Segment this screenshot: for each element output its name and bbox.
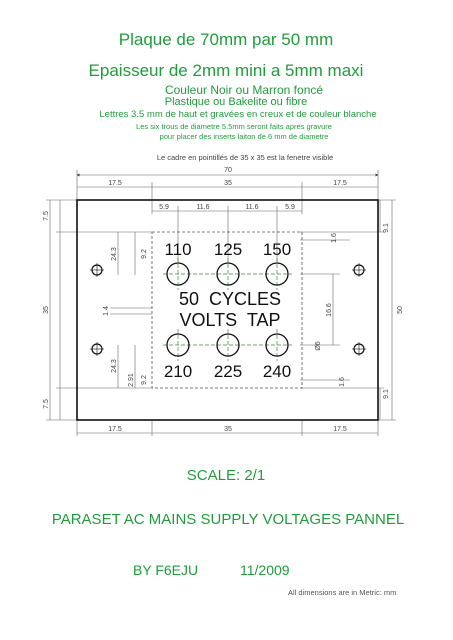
- label-volts-tap: VOLTS TAP: [179, 310, 281, 330]
- dim-small-d: 9.2: [141, 375, 148, 385]
- label-225: 225: [213, 362, 243, 381]
- label-240: 240: [262, 362, 292, 381]
- dim-right-e: 1.6: [339, 377, 346, 387]
- dim-right-d: Ø6: [315, 341, 322, 351]
- dim-top-right: 17.5: [333, 180, 347, 187]
- dim-small-b: 1.4: [103, 306, 110, 316]
- header-line-1: Plaque de 70mm par 50 mm: [118, 30, 334, 49]
- label-110: 110: [164, 240, 192, 259]
- dim-sub-a: 5.9: [159, 204, 169, 211]
- dim-small-a: 9.2: [141, 249, 148, 259]
- dim-bottom-right: 17.5: [333, 426, 347, 433]
- dim-small-c: 2.91: [128, 373, 135, 387]
- dim-right-total: 50: [397, 306, 404, 314]
- header-line-7: pour placer des inserts laiton de 6 mm de diametre: [159, 132, 329, 141]
- header-line-6: Les six trous de diametre 5.5mm seront faits apres gravure: [136, 122, 332, 131]
- dim-left-bottom: 7.5: [43, 399, 50, 409]
- scale-label: SCALE: 2/1: [186, 467, 266, 484]
- dim-right-f: 9.1: [383, 389, 390, 399]
- header-line-2: Epaisseur de 2mm mini a 5mm maxi: [88, 61, 364, 80]
- dim-sub-b: 11.6: [196, 204, 210, 211]
- dim-bottom-mid: 35: [224, 426, 232, 433]
- date-label: 11/2009: [240, 562, 290, 578]
- dim-right-a: 1.6: [331, 233, 338, 243]
- dim-sub-c: 11.6: [245, 204, 259, 211]
- dim-left-top: 7.5: [43, 211, 50, 221]
- dim-inner-upper: 24.3: [111, 247, 118, 261]
- author-label: BY F6EJU: [133, 562, 199, 578]
- header-line-8: Le cadre en pointillés de 35 x 35 est la fenetre visible: [156, 153, 334, 162]
- dim-overall-width: 70: [224, 167, 232, 174]
- label-150: 150: [262, 240, 292, 259]
- dim-sub-d: 5.9: [285, 204, 295, 211]
- header-line-5: Lettres 3.5 mm de haut et gravées en creux et de couleur blanche: [99, 109, 377, 120]
- dim-top-mid: 35: [224, 180, 232, 187]
- dim-bottom-left: 17.5: [108, 426, 122, 433]
- dim-top-left: 17.5: [108, 180, 122, 187]
- dim-right-b: 9.1: [383, 223, 390, 233]
- header-line-3: Couleur Noir ou Marron foncé: [164, 83, 324, 97]
- label-125: 125: [213, 240, 243, 259]
- header-line-4: Plastique ou Bakelite ou fibre: [164, 96, 308, 108]
- label-cycles: 50 CYCLES: [178, 289, 282, 309]
- label-210: 210: [163, 362, 193, 381]
- dim-right-c: 16.6: [326, 303, 333, 317]
- dim-left-mid: 35: [43, 306, 50, 314]
- drawing-title: PARASET AC MAINS SUPPLY VOLTAGES PANNEL: [51, 511, 405, 528]
- units-note: All dimensions are in Metric: mm: [288, 588, 397, 597]
- dim-inner-lower: 24.3: [111, 359, 118, 373]
